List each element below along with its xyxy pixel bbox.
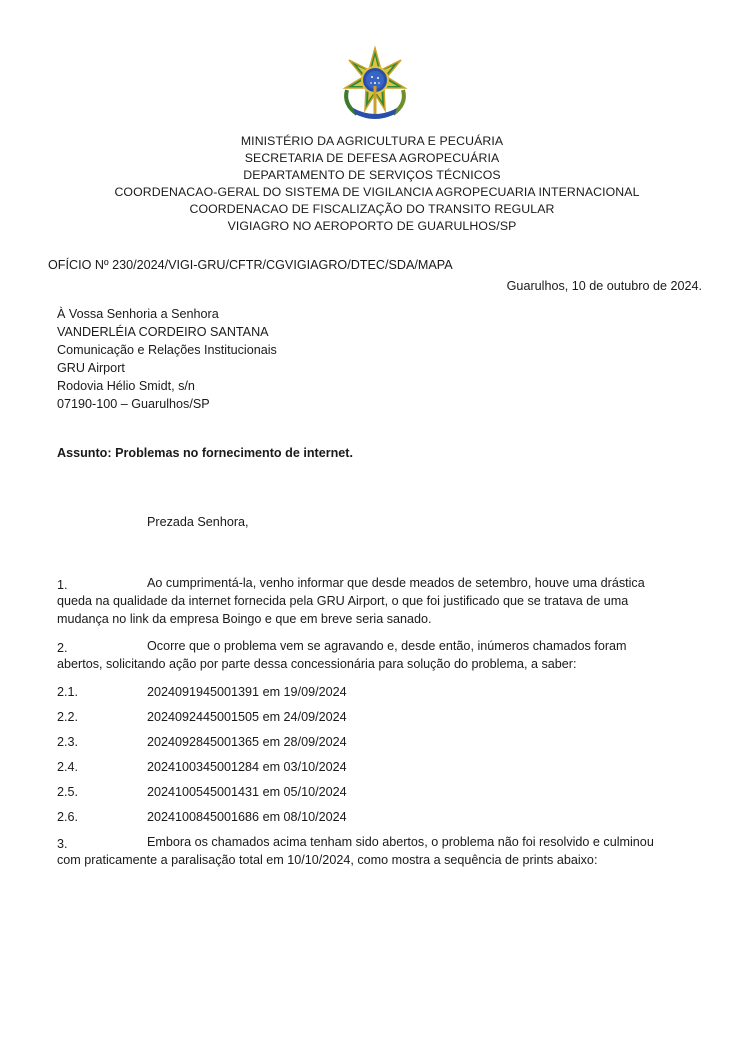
ticket-number: 2.1. [57, 685, 79, 699]
paragraph-1-line-3: mudança no link da empresa Boingo e que em breve seria sanado. [57, 612, 432, 626]
subject-label: Assunto: [57, 446, 112, 460]
ticket-number: 2.4. [57, 760, 79, 774]
ticket-number: 2.6. [57, 810, 79, 824]
header-ministry: MINISTÉRIO DA AGRICULTURA E PECUÁRIA [240, 134, 504, 148]
date-line: Guarulhos, 10 de outubro de 2024. [506, 279, 702, 293]
ticket-text: 2024100545001431 em 05/10/2024 [147, 785, 347, 799]
paragraph-2-line-1: Ocorre que o problema vem se agravando e, desde então, inúmeros chamados foram [147, 639, 627, 653]
recipient-salutation: À Vossa Senhoria a Senhora [57, 307, 219, 321]
header-coordination-general: COORDENACAO-GERAL DO SISTEMA DE VIGILANCIA AGROPECUARIA INTERNACIONAL [114, 185, 640, 199]
brazil-coat-of-arms-icon [337, 46, 413, 122]
ticket-text: 2024092845001365 em 28/09/2024 [147, 735, 347, 749]
header-department: DEPARTAMENTO DE SERVIÇOS TÉCNICOS [243, 168, 501, 182]
recipient-department: Comunicação e Relações Institucionais [57, 343, 277, 357]
oficio-number: OFÍCIO Nº 230/2024/VIGI-GRU/CFTR/CGVIGIAGRO/DTEC/SDA/MAPA [48, 258, 453, 272]
recipient-postal-city: 07190-100 – Guarulhos/SP [57, 397, 210, 411]
subject-text: Problemas no fornecimento de internet. [111, 446, 353, 460]
ticket-number: 2.5. [57, 785, 79, 799]
paragraph-3-line-1: Embora os chamados acima tenham sido abertos, o problema não foi resolvido e culminou [147, 835, 654, 849]
header-secretariat: SECRETARIA DE DEFESA AGROPECUÁRIA [244, 151, 500, 165]
salutation: Prezada Senhora, [147, 515, 249, 529]
header-coordination: COORDENACAO DE FISCALIZAÇÃO DO TRANSITO REGULAR [189, 202, 555, 216]
recipient-company: GRU Airport [57, 361, 125, 375]
ticket-number: 2.2. [57, 710, 79, 724]
header-unit: VIGIAGRO NO AEROPORTO DE GUARULHOS/SP [227, 219, 517, 233]
ticket-text: 2024100345001284 em 03/10/2024 [147, 760, 347, 774]
ticket-text: 2024092445001505 em 24/09/2024 [147, 710, 347, 724]
ticket-text: 2024091945001391 em 19/09/2024 [147, 685, 347, 699]
paragraph-number: 1. [57, 578, 68, 592]
recipient-street: Rodovia Hélio Smidt, s/n [57, 379, 195, 393]
paragraph-1-line-1: Ao cumprimentá-la, venho informar que desde meados de setembro, houve uma drástica [147, 576, 645, 590]
paragraph-1-line-2: queda na qualidade da internet fornecida pela GRU Airport, o que foi justificado que se tratava de uma [57, 594, 629, 608]
recipient-name: VANDERLÉIA CORDEIRO SANTANA [57, 325, 269, 339]
ticket-number: 2.3. [57, 735, 79, 749]
ticket-text: 2024100845001686 em 08/10/2024 [147, 810, 347, 824]
paragraph-2-line-2: abertos, solicitando ação por parte dessa concessionária para solução do problema, a saber: [57, 657, 577, 671]
paragraph-3-line-2: com praticamente a paralisação total em 10/10/2024, como mostra a sequência de prints abaixo: [57, 853, 598, 867]
paragraph-number: 3. [57, 837, 68, 851]
subject-line [57, 445, 353, 461]
paragraph-number: 2. [57, 641, 68, 655]
